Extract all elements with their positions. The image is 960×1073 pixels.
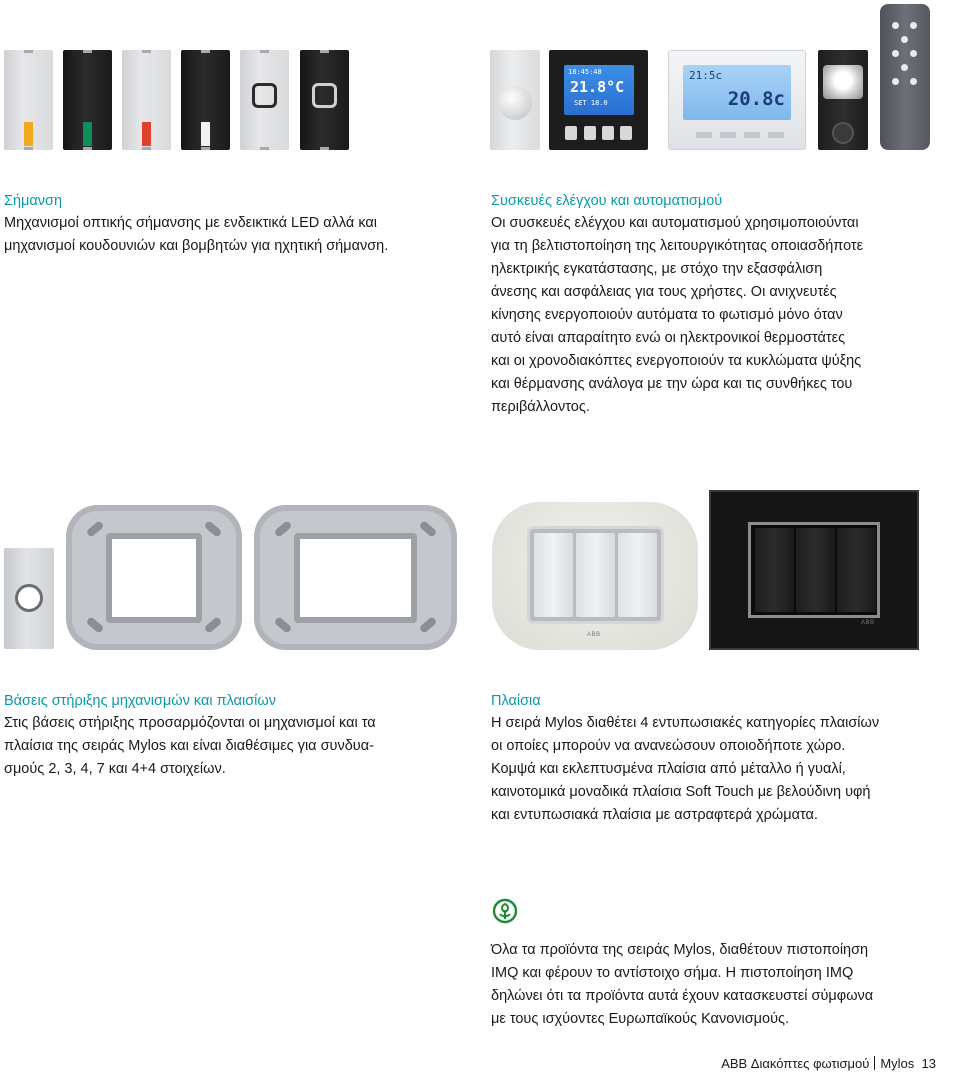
text-line: και οι χρονοδιακόπτες ενεργοποιούν τα κυκλώματα ψύξης: [491, 353, 862, 369]
remote-control: [880, 4, 930, 150]
text-line: Όλα τα προϊόντα της σειράς Mylos, διαθέτουν πιστοποίηση: [491, 942, 869, 958]
dimmer-module: [490, 50, 540, 150]
section-title: Βάσεις στήριξης μηχανισμών και πλαισίων: [4, 693, 276, 709]
dimmer-knob-icon: [498, 86, 532, 120]
text-line: κίνησης ενεργοποιούν αυτόματα το φωτισμό μόνο όταν: [491, 307, 843, 323]
text-line: αυτό είναι απαραίτητο ενώ οι ηλεκτρονικοί θερμοστάτες: [491, 330, 846, 346]
text-line: Η σειρά Mylos διαθέτει 4 εντυπωσιακές κατηγορίες πλαισίων: [491, 715, 880, 731]
text-line: και εντυπωσιακά πλαίσια με αστραφτερά χρώματα.: [491, 807, 818, 823]
buzzer-ring-icon: [312, 83, 337, 108]
text-line: καινοτομικά μοναδικά πλαίσια Soft Touch με βελούδινη υφή: [491, 784, 871, 800]
section-body: [4, 712, 474, 781]
text-line: Κομψά και εκλεπτυσμένα πλαίσια από μέταλλο ή γυαλί,: [491, 761, 846, 777]
thermostat-white-top-readout: 21:5c: [689, 69, 723, 82]
led-white-indicator: [201, 122, 210, 146]
led-module-red: [122, 50, 171, 150]
text-line: περιβάλλοντος.: [491, 399, 590, 415]
digital-thermostat-dark: [549, 50, 648, 150]
text-line: μηχανισμοί κουδουνιών και βομβητών για ηχητική σήμανση.: [4, 238, 389, 254]
pushbutton-module: [4, 548, 54, 649]
section-body: [491, 212, 951, 419]
section-mounting-supports: [4, 690, 474, 781]
frame-brand-mark: ABB: [861, 620, 875, 626]
text-line: Μηχανισμοί οπτικής σήμανσης με ενδεικτικά LED αλλά και: [4, 215, 377, 231]
section-body: [491, 712, 956, 827]
text-line: IMQ και φέρουν το αντίστοιχο σήμα. Η πιστοποίηση IMQ: [491, 965, 854, 981]
page-footer: [721, 1055, 936, 1073]
led-green-indicator: [83, 122, 92, 146]
section-signaling: [4, 190, 474, 258]
led-red-indicator: [142, 122, 151, 146]
page-number: 13: [921, 1056, 936, 1071]
section-body: [4, 212, 474, 258]
sensor-dial-icon: [832, 122, 854, 144]
motion-sensor-lens-icon: [823, 65, 863, 99]
thermostat-white-temp-readout: 20.8c: [727, 88, 785, 110]
text-line: Οι συσκευές ελέγχου και αυτοματισμού χρησιμοποιούνται: [491, 215, 859, 231]
section-title: Σήμανση: [4, 193, 63, 209]
buzzer-module-dark: [300, 50, 349, 150]
text-line: ηλεκτρικής εγκατάστασης, με στόχο την εξασφάλιση: [491, 261, 823, 277]
led-module-white: [181, 50, 230, 150]
footer-series: Mylos: [880, 1056, 915, 1071]
text-line: πλαίσια της σειράς Mylos και είναι διαθέσιμες για συνδυα-: [4, 738, 374, 754]
thermostat-display: [564, 65, 634, 115]
mounting-support-3-module: [254, 505, 457, 650]
thermostat-temp-readout: 21.8°C: [570, 78, 625, 96]
buzzer-ring-icon: [252, 83, 277, 108]
section-control-automation: [491, 190, 951, 419]
imq-mark-icon: [492, 898, 518, 924]
section-title: Πλαίσια: [491, 693, 541, 709]
frame-white-3-module: [492, 502, 698, 650]
text-line: με τους ισχύοντες Ευρωπαϊκούς Κανονισμούς.: [491, 1011, 790, 1027]
pushbutton-icon: [15, 584, 43, 612]
led-module-green: [63, 50, 112, 150]
footer-brand: ABB Διακόπτες φωτισμού: [721, 1056, 870, 1071]
text-line: Στις βάσεις στήριξης προσαρμόζονται οι μηχανισμοί και τα: [4, 715, 376, 731]
thermostat-time-readout: 18:45:48: [568, 68, 602, 76]
thermostat-white-display: [683, 65, 791, 120]
text-line: για τη βελτιστοποίηση της λειτουργικότητας οποιασδήποτε: [491, 238, 864, 254]
section-frames: [491, 690, 956, 827]
frame-brand-mark: ABB: [587, 632, 601, 638]
text-line: σμούς 2, 3, 4, 7 και 4+4 στοιχείων.: [4, 761, 226, 777]
section-title: Συσκευές ελέγχου και αυτοματισμού: [491, 193, 723, 209]
footer-separator: [874, 1056, 875, 1070]
text-line: και θέρμανσης ανάλογα με την ώρα και τις συνθήκες του: [491, 376, 853, 392]
digital-thermostat-white: [668, 50, 806, 150]
text-line: δηλώνει ότι τα προϊόντα αυτά έχουν κατασκευστεί σύμφωνα: [491, 988, 874, 1004]
text-line: άνεσης και ασφάλειας για τους χρήστες. Οι ανιχνευτές: [491, 284, 837, 300]
buzzer-module-light: [240, 50, 289, 150]
led-module-yellow: [4, 50, 53, 150]
text-line: οι οποίες μπορούν να ανανεώσουν οποιοδήποτε χώρο.: [491, 738, 846, 754]
frame-black-glass-3-module: [709, 490, 919, 650]
mounting-support-2-module: [66, 505, 242, 650]
section-certification: [491, 939, 956, 1031]
led-yellow-indicator: [24, 122, 33, 146]
motion-sensor-module: [818, 50, 868, 150]
thermostat-status-readout: SET 18.0: [574, 99, 608, 107]
product-photo-row-top: [0, 0, 960, 160]
